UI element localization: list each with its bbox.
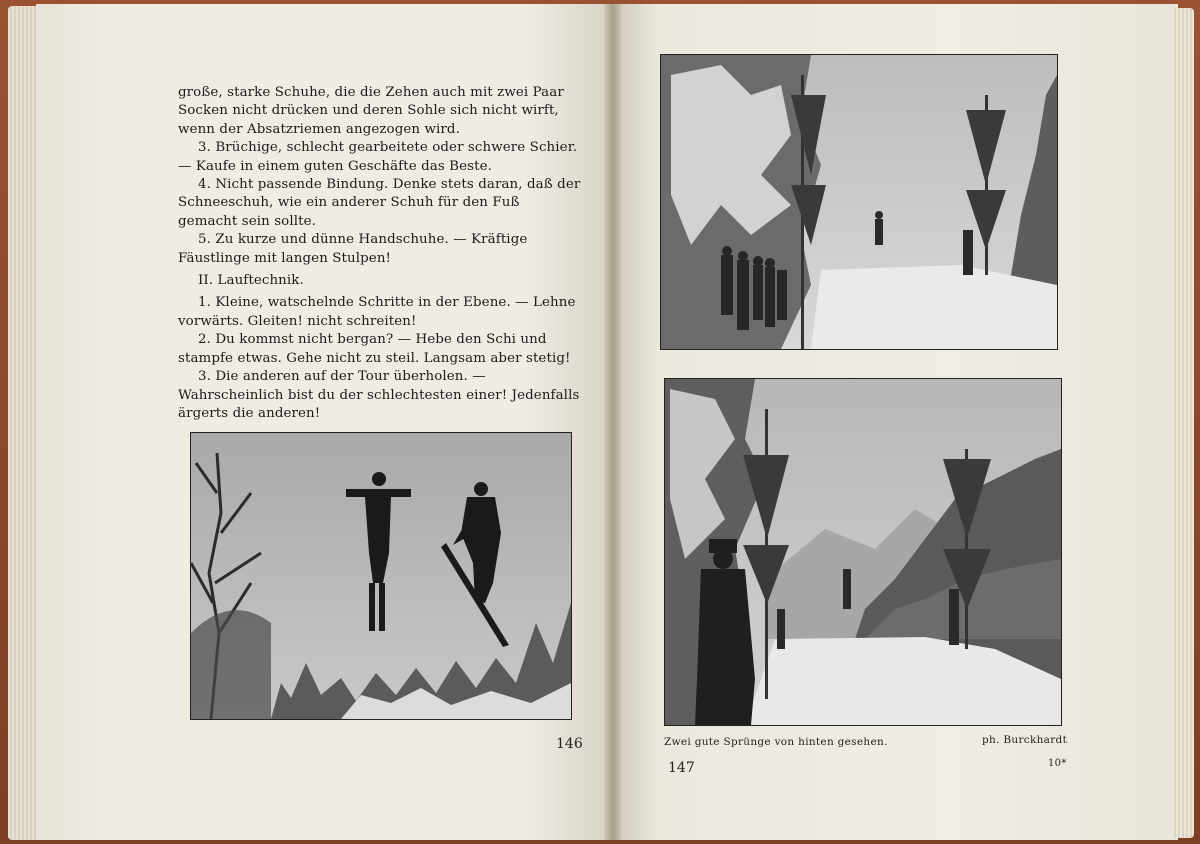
ski-jumpers-photo bbox=[190, 432, 572, 720]
page-number-right: 147 bbox=[668, 760, 695, 776]
page-number-left: 146 bbox=[556, 736, 583, 752]
paragraph: große, starke Schuhe, die die Zehen auch mit zwei Paar Socken nicht drücken und deren Sohle sich nicht wirft, wenn der Absatzriemen angezogen wird. bbox=[178, 85, 564, 137]
ski-jump-ramp-photo-bottom bbox=[664, 378, 1062, 726]
book-gutter bbox=[604, 4, 622, 840]
paragraph: 4. Nicht passende Bindung. Denke stets daran, daß der Schneeschuh, wie ein anderer Schuh für den Fuß gemacht sein sollte. bbox=[178, 177, 581, 229]
paragraph: 5. Zu kurze und dünne Handschuhe. — Kräftige Fäustlinge mit langen Stulpen! bbox=[178, 232, 528, 266]
paragraph: 3. Brüchige, schlecht gearbeitete oder schwere Schier. — Kaufe in einem guten Geschäfte das Beste. bbox=[178, 140, 578, 174]
photo-credit: ph. Burckhardt bbox=[982, 734, 1068, 746]
photo-caption: Zwei gute Sprünge von hinten gesehen. bbox=[664, 736, 888, 748]
paragraph: 3. Die anderen auf der Tour überholen. — Wahrscheinlich bist du der schlechtesten einer! Jedenfalls ärgerts die anderen! bbox=[178, 369, 580, 421]
signature-mark: 10* bbox=[1048, 758, 1067, 769]
paragraph: 1. Kleine, watschelnde Schritte in der Ebene. — Lehne vorwärts. Gleiten! nicht schreiten! bbox=[178, 295, 576, 329]
left-page-text bbox=[178, 84, 582, 423]
section-heading: II. Lauftechnik. bbox=[198, 273, 304, 289]
right-page-edges bbox=[1172, 8, 1194, 838]
ski-jump-ramp-photo-top bbox=[660, 54, 1058, 350]
paragraph: 2. Du kommst nicht bergan? — Hebe den Schi und stampfe etwas. Gehe nicht zu steil. Langsam aber stetig! bbox=[178, 332, 571, 366]
